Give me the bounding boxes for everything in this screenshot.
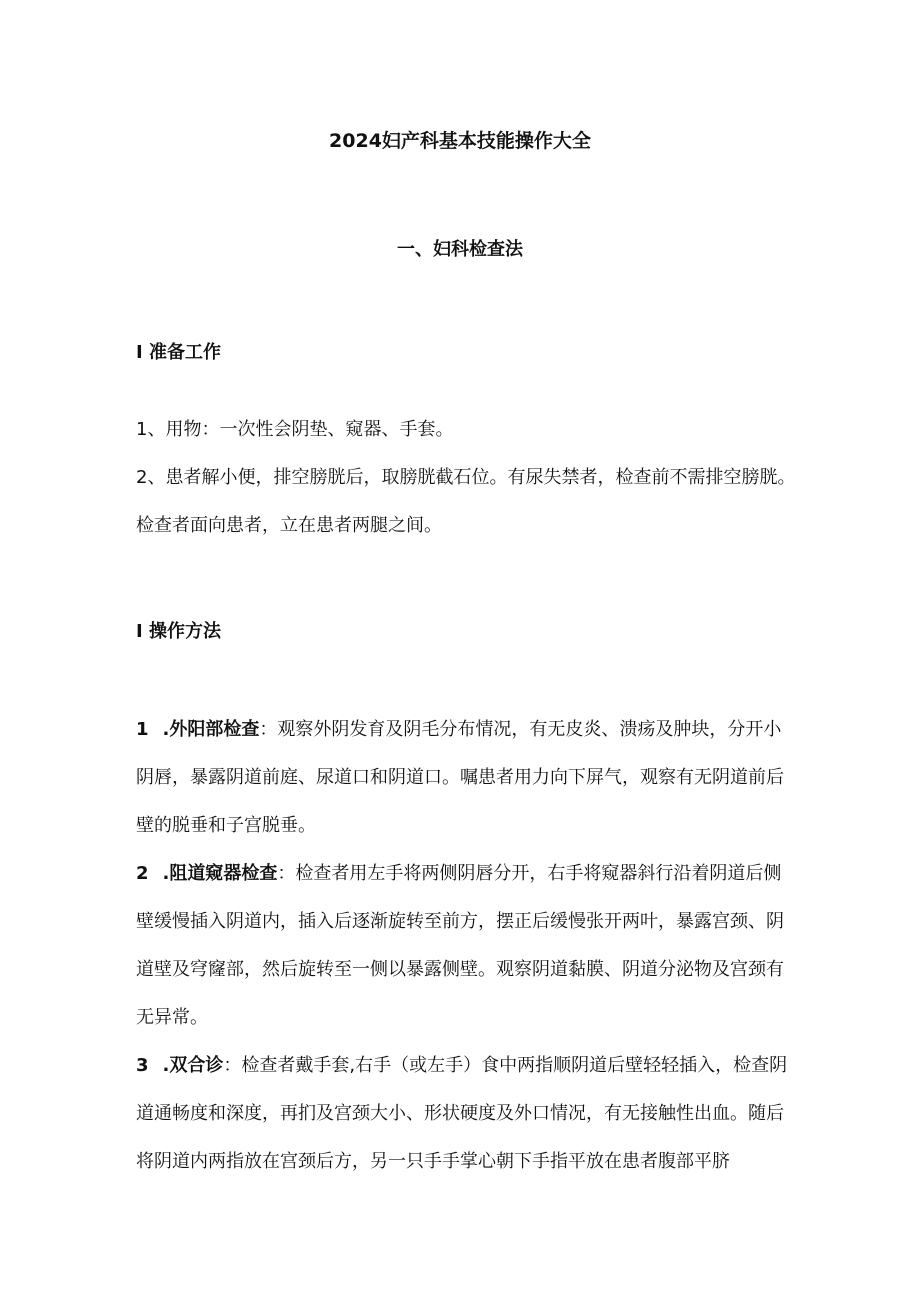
list-item: 2、患者解小便，排空膀胱后，取膀胱截石位。有尿失禁者，检查前不需排空膀胱。检查者面向患者，立在患者两腿之间。 [136, 467, 796, 536]
item-term: .双合诊 [162, 1055, 224, 1076]
operation-list [136, 706, 796, 1186]
list-item [136, 850, 796, 1042]
heading-marker: I [136, 621, 143, 642]
preparation-list [136, 406, 796, 550]
subheading-text: 操作方法 [148, 621, 221, 642]
item-text: ：检查者戴手套,右手（或左手）食中两指顺阴道后壁轻轻插入，检查阴道通畅度和深度，再扪及宫颈大小、形状硬度及外口情况，有无接触性出血。随后将阴道内两指放在宫颈后方，另一只手手掌心朝下手指平放在患者腹部平脐 [136, 1055, 788, 1172]
item-number: 2 [136, 863, 149, 884]
item-term: .外阳部检查 [162, 719, 260, 740]
item-term: .阻道窥器检查 [162, 863, 278, 884]
subheading-operation [136, 619, 221, 645]
item-number: 1 [136, 719, 149, 740]
list-item [136, 706, 796, 850]
document-title: 2024妇产科基本技能操作大全 [329, 130, 591, 152]
heading-marker: I [136, 342, 143, 363]
item-text: ：观察外阴发育及阴毛分布情况，有无皮炎、溃疡及肿块，分开小阴唇，暴露阴道前庭、尿道口和阴道口。嘱患者用力向下屏气，观察有无阴道前后壁的脱垂和子宫脱垂。 [136, 719, 784, 836]
list-item [136, 1042, 796, 1186]
item-text: ：检查者用左手将两侧阴唇分开，右手将窥器斜行沿着阴道后侧壁缓慢插入阴道内，插入后逐渐旋转至前方，摆正后缓慢张开两叶，暴露宫颈、阴道壁及穹窿部，然后旋转至一侧以暴露侧壁。观察阴道黏膜、阴道分泌物及宫颈有无异常。 [136, 863, 784, 1028]
item-number: 3 [136, 1055, 149, 1076]
subheading-preparation [136, 340, 221, 366]
list-item: 1、用物：一次性会阴垫、窥器、手套。 [136, 419, 454, 440]
section-title: 一、妇科检查法 [397, 239, 523, 260]
subheading-text: 准备工作 [148, 342, 221, 363]
